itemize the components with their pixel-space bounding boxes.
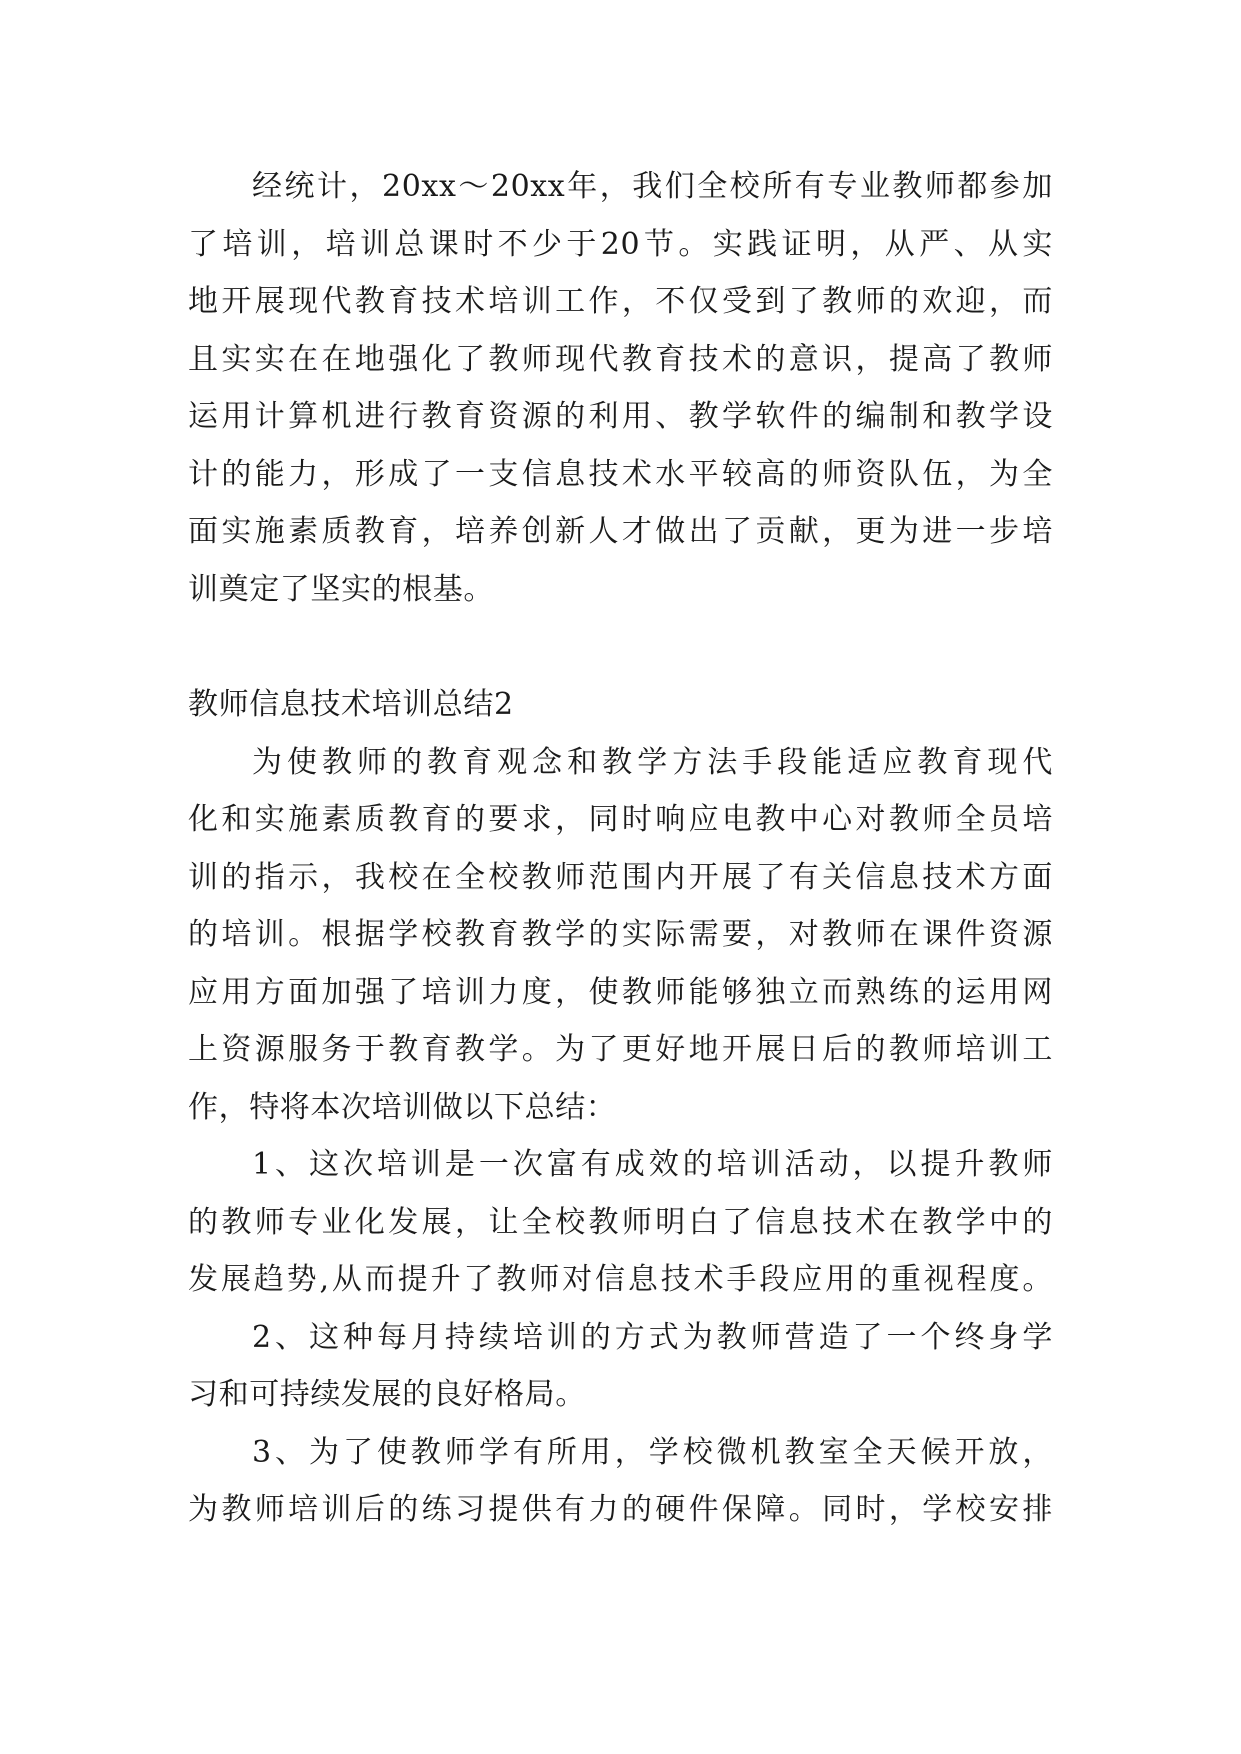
text-line: 习和可持续发展的良好格局。 (188, 1377, 586, 1412)
text-line: 经统计，20xx～20xx年，我们全校所有专业教师都参加 (252, 169, 1053, 204)
document-body (188, 158, 1053, 1539)
text-line: 为教师培训后的练习提供有力的硬件保障。同时，学校安排 (188, 1492, 1053, 1527)
text-line: 地开展现代教育技术培训工作，不仅受到了教师的欢迎，而 (188, 284, 1053, 319)
text-line: 1、这次培训是一次富有成效的培训活动，以提升教师 (252, 1147, 1053, 1182)
text-line: 化和实施素质教育的要求，同时响应电教中心对教师全员培 (188, 802, 1053, 837)
text-line: 3、为了使教师学有所用，学校微机教室全天候开放， (252, 1434, 1053, 1470)
list-item-1 (188, 1136, 1053, 1309)
paragraph-statistics (188, 158, 1053, 618)
text-line: 的教师专业化发展，让全校教师明白了信息技术在教学中的 (188, 1204, 1053, 1240)
text-line: 应用方面加强了培训力度，使教师能够独立而熟练的运用网 (188, 974, 1053, 1010)
text-line: 且实实在在地强化了教师现代教育技术的意识，提高了教师 (188, 341, 1053, 377)
list-item-2 (188, 1309, 1053, 1424)
text-line: 训奠定了坚实的根基。 (188, 571, 494, 607)
text-line: 的培训。根据学校教育教学的实际需要，对教师在课件资源 (188, 917, 1053, 952)
text-line: 上资源服务于教育教学。为了更好地开展日后的教师培训工 (188, 1032, 1053, 1067)
text-line: 面实施素质教育，培养创新人才做出了贡献，更为进一步培 (188, 514, 1053, 549)
section-heading: 教师信息技术培训总结2 (188, 687, 514, 722)
paragraph-intro (188, 734, 1053, 1137)
text-line: 了培训，培训总课时不少于20节。实践证明，从严、从实 (188, 226, 1053, 262)
text-line: 计的能力，形成了一支信息技术水平较高的师资队伍，为全 (188, 456, 1053, 492)
text-line: 2、这种每月持续培训的方式为教师营造了一个终身学 (252, 1319, 1053, 1355)
list-item-3 (188, 1424, 1053, 1539)
text-line: 训的指示，我校在全校教师范围内开展了有关信息技术方面 (188, 859, 1053, 895)
text-line: 运用计算机进行教育资源的利用、教学软件的编制和教学设 (188, 399, 1053, 434)
paragraph-spacer (188, 618, 1053, 676)
text-line: 发展趋势,从而提升了教师对信息技术手段应用的重视程度。 (188, 1262, 1053, 1297)
text-line: 作，特将本次培训做以下总结： (188, 1089, 617, 1125)
text-line: 为使教师的教育观念和教学方法手段能适应教育现代 (252, 744, 1053, 780)
